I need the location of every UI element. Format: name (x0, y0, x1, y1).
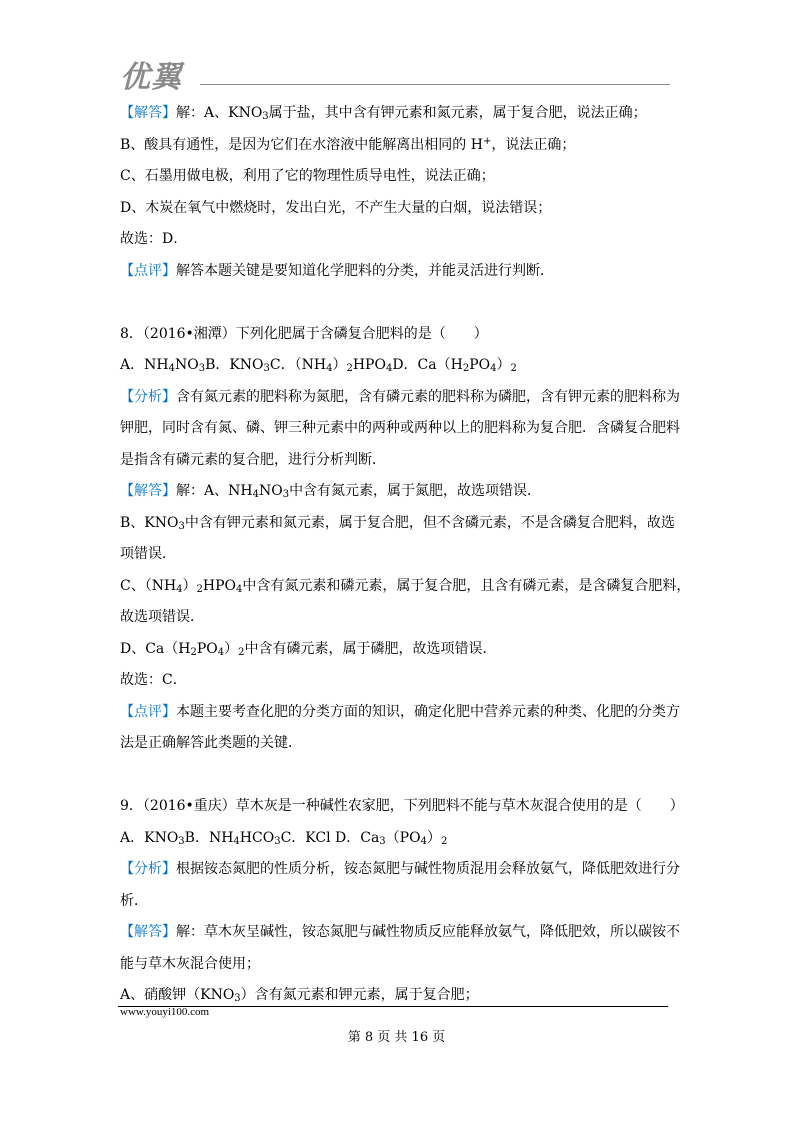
q8-analysis-cont-1: 钾肥，同时含有氮、磷、钾三种元素中的两种或两种以上的肥料称为复合肥．含磷复合肥料 (120, 420, 680, 436)
q8-options: A．$NH_4NO_3B$．$KNO_3C$．$(NH_4)_2HPO_4D$．$Ca(H_2PO_4)_2$ (120, 357, 517, 374)
q9-answer-cont: 能与草木灰混合使用； (120, 955, 260, 972)
q8-answer-d: D、$Ca(H_2PO_4)_2$中含有磷元素，属于磷肥，故选项错误． (120, 640, 497, 658)
q8-analysis-cont-2: 是指含有磷元素的复合肥，进行分析判断． (120, 451, 386, 468)
q8-answer-c-cont: 故选项错误． (120, 609, 204, 625)
footer-url: www.youyi100.com (120, 1006, 210, 1018)
answer-tag: 【解答】 (120, 105, 176, 121)
q7-answer-d: D、木炭在氧气中燃烧时，发出白光，不产生大量的白烟，说法错误； (120, 199, 552, 216)
q9-answer: 【解答】解：草木灰呈碱性，铵态氮肥与碱性物质反应能释放氨气，降低肥效，所以碳铵不 (120, 924, 680, 940)
comment-tag: 【点评】 (120, 703, 176, 720)
analysis-tag: 【分析】 (120, 861, 176, 877)
q8-analysis: 【分析】含有氮元素的肥料称为氮肥，含有磷元素的肥料称为磷肥，含有钾元素的肥料称为 (120, 388, 680, 405)
header-divider (200, 84, 670, 85)
q8-comment-cont: 法是正确解答此类题的关键． (120, 735, 302, 751)
spacer (120, 760, 680, 792)
q8-answer-c: C、$(NH_4)_2HPO_4$中含有氮元素和磷元素，属于复合肥，且含有磷元素，是含磷复合肥料， (120, 577, 691, 595)
q8-choice: 故选：C． (120, 672, 187, 688)
q8-comment: 【点评】本题主要考查化肥的分类方面的知识，确定化肥中营养元素的种类、化肥的分类方 (120, 703, 680, 720)
q9-analysis-cont: 析． (120, 892, 148, 909)
spacer (120, 287, 680, 319)
q9-answer-a: A、硝酸钾$(KNO_3)$含有氮元素和钾元素，属于复合肥； (120, 987, 479, 1004)
q8-answer-b-cont: 项错误． (120, 546, 176, 562)
comment-tag: 【点评】 (120, 262, 176, 279)
q7-answer-b: B、酸具有通性，是因为它们在水溶液中能解离出相同的 H+，说法正确； (120, 135, 576, 153)
q8-stem: 8．（2016•湘潭）下列化肥属于含磷复合肥料的是（ ） (120, 325, 488, 342)
q7-answer-c: C、石墨用做电极，利用了它的物理性质导电性，说法正确； (120, 168, 495, 184)
q7-answer-a: 【解答】解：A、$KNO_3$属于盐，其中含有钾元素和氮元素，属于复合肥，说法正确； (120, 105, 647, 122)
q9-options: A．$KNO_3B$．$NH_4HCO_3C$．KCl D．$Ca_3(PO_4)_2$ (120, 829, 448, 847)
analysis-tag: 【分析】 (120, 388, 176, 405)
answer-tag: 【解答】 (120, 483, 176, 499)
brand-logo: 优翼 (120, 60, 182, 95)
q9-stem: 9．（2016•重庆）草木灰是一种碱性农家肥，下列肥料不能与草木灰混合使用的是（ ） (120, 798, 684, 814)
q7-comment: 【点评】解答本题关键是要知道化学肥料的分类，并能灵活进行判断． (120, 262, 554, 279)
document-body (120, 98, 691, 1012)
q8-answer-a: 【解答】解：A、$NH_4NO_3$中含有氮元素，属于氮肥，故选项错误． (120, 483, 542, 500)
answer-tag: 【解答】 (120, 924, 176, 940)
q7-choice: 故选：D． (120, 231, 188, 247)
page-number: 第 8 页 共 16 页 (347, 1030, 446, 1045)
q8-answer-b: B、$KNO_3$中含有钾元素和氮元素，属于复合肥，但不含磷元素，不是含磷复合肥料，故选 (120, 514, 675, 532)
q9-analysis: 【分析】根据铵态氮肥的性质分析，铵态氮肥与碱性物质混用会释放氨气，降低肥效进行分 (120, 861, 680, 877)
